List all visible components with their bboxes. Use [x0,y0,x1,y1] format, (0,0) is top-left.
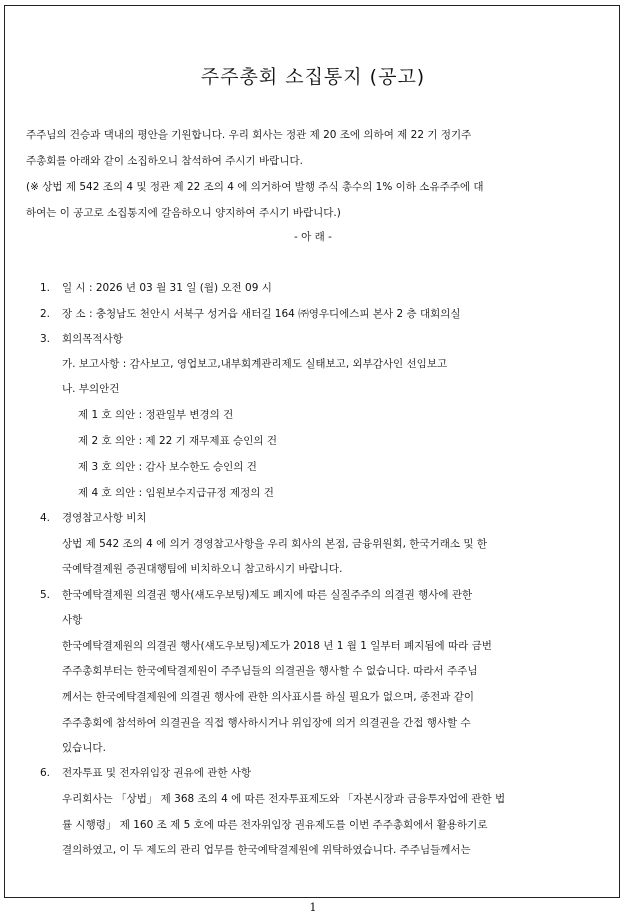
item-5-body-3: 께서는 한국예탁결제원에 의결권 행사에 관한 의사표시를 하실 필요가 없으며, 종전과 같이 [62,691,475,703]
item-6-body-3: 결의하였고, 이 두 제도의 관리 업무를 한국예탁결제원에 위탁하였습니다. 주주님들께서는 [62,844,471,856]
agenda-item-2: 제 2 호 의안 : 제 22 기 재무제표 승인의 건 [78,435,277,447]
below-heading: - 아 래 - [294,231,332,243]
agenda-item-1: 제 1 호 의안 : 정관일부 변경의 건 [78,409,234,421]
item-4-number: 4. [40,512,51,524]
intro-line-1: 주주님의 건승과 댁내의 평안을 기원합니다. 우리 회사는 정관 제 20 조에 의하여 제 22 기 정기주 [26,129,472,141]
item-5-body-2: 주주총회부터는 한국예탁결제원이 주주님들의 의결권을 행사할 수 없습니다. 따라서 주주님 [62,665,478,677]
intro-line-2: 주총회를 아래와 같이 소집하오니 참석하여 주시기 바랍니다. [26,155,303,167]
item-5-body-5: 있습니다. [62,742,106,754]
item-5-text: 한국예탁결제원 의결권 행사(섀도우보팅)제도 폐지에 따른 실질주주의 의결권 행사에 관한 [62,589,473,601]
item-3 [40,332,123,346]
item-4 [40,511,146,525]
item-5-number: 5. [40,589,51,601]
item-3-number: 3. [40,333,51,345]
item-4-body-1: 상법 제 542 조의 4 에 의거 경영참고사항을 우리 회사의 본점, 금융위원회, 한국거래소 및 한 [62,538,487,550]
item-6-body-1: 우리회사는 「상법」 제 368 조의 4 에 따른 전자투표제도와 「자본시장과 금융투자업에 관한 법 [62,793,506,805]
item-3-text: 회의목적사항 [62,333,123,345]
report-items: 가. 보고사항 : 감사보고, 영업보고,내부회계관리제도 실태보고, 외부감사인 선임보고 [62,358,448,370]
intro-line-3: (※ 상법 제 542 조의 4 및 정관 제 22 조의 4 에 의거하여 발행 주식 총수의 1% 이하 소유주주에 대 [26,181,484,193]
agenda-item-4: 제 4 호 의안 : 임원보수지급규정 제정의 건 [78,487,274,499]
item-4-text: 경영참고사항 비치 [62,512,147,524]
item-2-text: 장 소 : 충청남도 천안시 서북구 성거읍 새터길 164 ㈜영우디에스피 본사 2 층 대회의실 [62,308,461,320]
intro-line-4: 하여는 이 공고로 소집통지에 갈음하오니 양지하여 주시기 바랍니다.) [26,207,341,219]
agenda-heading: 나. 부의안건 [62,383,120,395]
item-6-text: 전자투표 및 전자위임장 권유에 관한 사항 [62,767,252,779]
item-6 [40,766,251,780]
page-number: 1 [309,901,317,914]
item-5-body-4: 주주총회에 참석하여 의결권을 직접 행사하시거나 위임장에 의거 의결권을 간접 행사할 수 [62,717,471,729]
item-2-number: 2. [40,308,51,320]
item-5 [40,588,472,602]
agenda-item-3: 제 3 호 의안 : 감사 보수한도 승인의 건 [78,461,257,473]
item-5-body-1: 한국예탁결제원의 의결권 행사(섀도우보팅)제도가 2018 년 1 월 1 일부터 폐지됨에 따라 금번 [62,640,492,652]
notice-title: 주주총회 소집통지 (공고) [200,66,426,88]
item-4-body-2: 국예탁결제원 증권대행팀에 비치하오니 참고하시기 바랍니다. [62,563,343,575]
item-5-text-cont: 사항 [62,614,83,626]
item-1-text: 일 시 : 2026 년 03 월 31 일 (월) 오전 09 시 [62,282,272,294]
item-6-number: 6. [40,767,51,779]
item-6-body-2: 률 시행령」 제 160 조 제 5 호에 따른 전자위임장 권유제도를 이번 주주총회에서 활용하기로 [62,819,488,831]
item-1-number: 1. [40,282,51,294]
item-2 [40,307,461,321]
item-1 [40,281,272,295]
